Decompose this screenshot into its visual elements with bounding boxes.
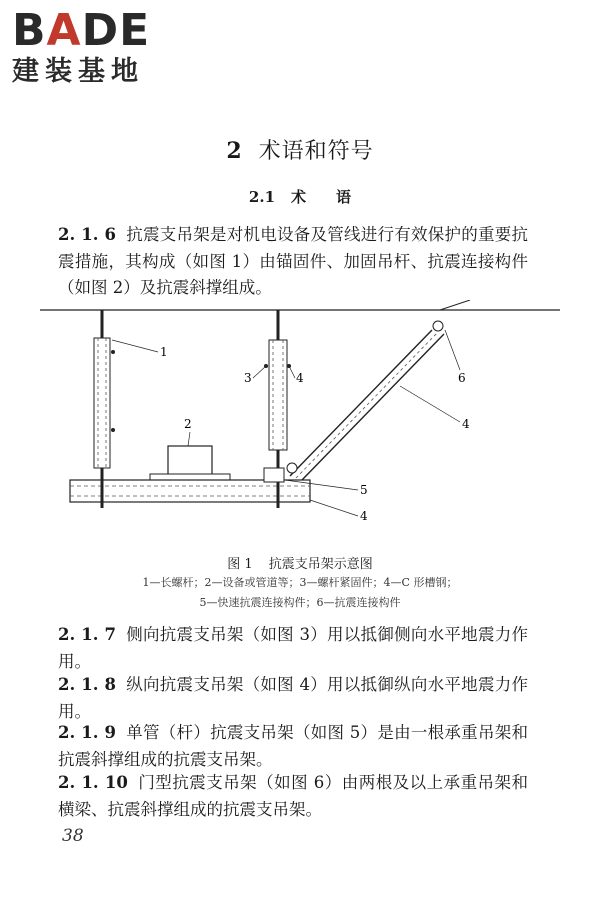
paragraph-text: 门型抗震支吊架（如图 6）由两根及以上承重吊架和横梁、抗震斜撑组成的抗震支吊架。 — [58, 773, 528, 819]
figure-title: 抗震支吊架示意图 — [268, 557, 373, 572]
section-number: 2.1 — [248, 188, 276, 206]
chapter-number: 2 — [226, 138, 243, 164]
equipment-box — [168, 446, 212, 478]
paragraph-2-1-10 — [58, 770, 528, 823]
paragraph-text: 纵向抗震支吊架（如图 4）用以抵御纵向水平地震力作用。 — [58, 675, 528, 721]
brace-top-connector — [433, 321, 443, 331]
chapter-heading — [0, 134, 600, 165]
callout-label: 3 — [244, 371, 252, 385]
paragraph-number: 2. 1. 9 — [58, 723, 116, 742]
paragraph-number: 2. 1. 7 — [58, 625, 116, 644]
paragraph-text: 抗震支吊架是对机电设备及管线进行有效保护的重要抗震措施，其构成（如图 1）由锚固件、加固吊杆、抗震连接构件（如图 2）及抗震斜撑组成。 — [58, 225, 529, 297]
figure-caption — [0, 553, 600, 572]
figure-legend-line-2: 5—快速抗震连接构件；6—抗震连接构件 — [199, 596, 401, 609]
channel-middle — [269, 340, 287, 450]
paragraph-text: 侧向抗震支吊架（如图 3）用以抵御侧向水平地震力作用。 — [58, 625, 528, 671]
logo-subtitle: 建装基地 — [12, 56, 144, 87]
paragraph-2-1-7 — [58, 622, 528, 675]
figure-legend-line-1: 1—长螺杆；2—设备或管道等；3—螺杆紧固件；4—C 形槽钢； — [142, 576, 458, 589]
callout-label: 4 — [360, 509, 368, 523]
figure-label: 图 1 — [227, 557, 253, 572]
section-heading: 2.1 术 语 — [248, 188, 352, 206]
paragraph-number: 2. 1. 10 — [58, 773, 128, 792]
paragraph-2-1-8 — [58, 672, 528, 725]
paragraph-2-1-6 — [58, 222, 528, 302]
page-number: 38 — [62, 826, 84, 846]
horizontal-channel-beam — [70, 480, 310, 502]
callout-label: 6 — [458, 371, 466, 385]
figure-seismic-hanger-diagram — [40, 300, 560, 550]
quick-connector — [264, 468, 284, 482]
paragraph-text: 单管（杆）抗震支吊架（如图 5）是由一根承重吊架和抗震斜撑组成的抗震支吊架。 — [58, 723, 528, 769]
callout-label: 4 — [462, 417, 470, 431]
callout-label: 5 — [360, 483, 368, 497]
chapter-title: 术语和符号 — [258, 139, 374, 164]
logo-wordmark: BADE — [12, 5, 151, 56]
brace-bottom-connector — [287, 463, 297, 473]
channel-left — [94, 338, 110, 468]
paragraph-2-1-9 — [58, 720, 528, 773]
callout-label: 1 — [160, 345, 168, 359]
paragraph-number: 2. 1. 6 — [58, 225, 116, 244]
callout-label: 2 — [184, 417, 192, 431]
callout-label: 4 — [296, 371, 304, 385]
diagonal-brace — [290, 330, 432, 476]
logo — [12, 5, 182, 88]
paragraph-number: 2. 1. 8 — [58, 675, 116, 694]
